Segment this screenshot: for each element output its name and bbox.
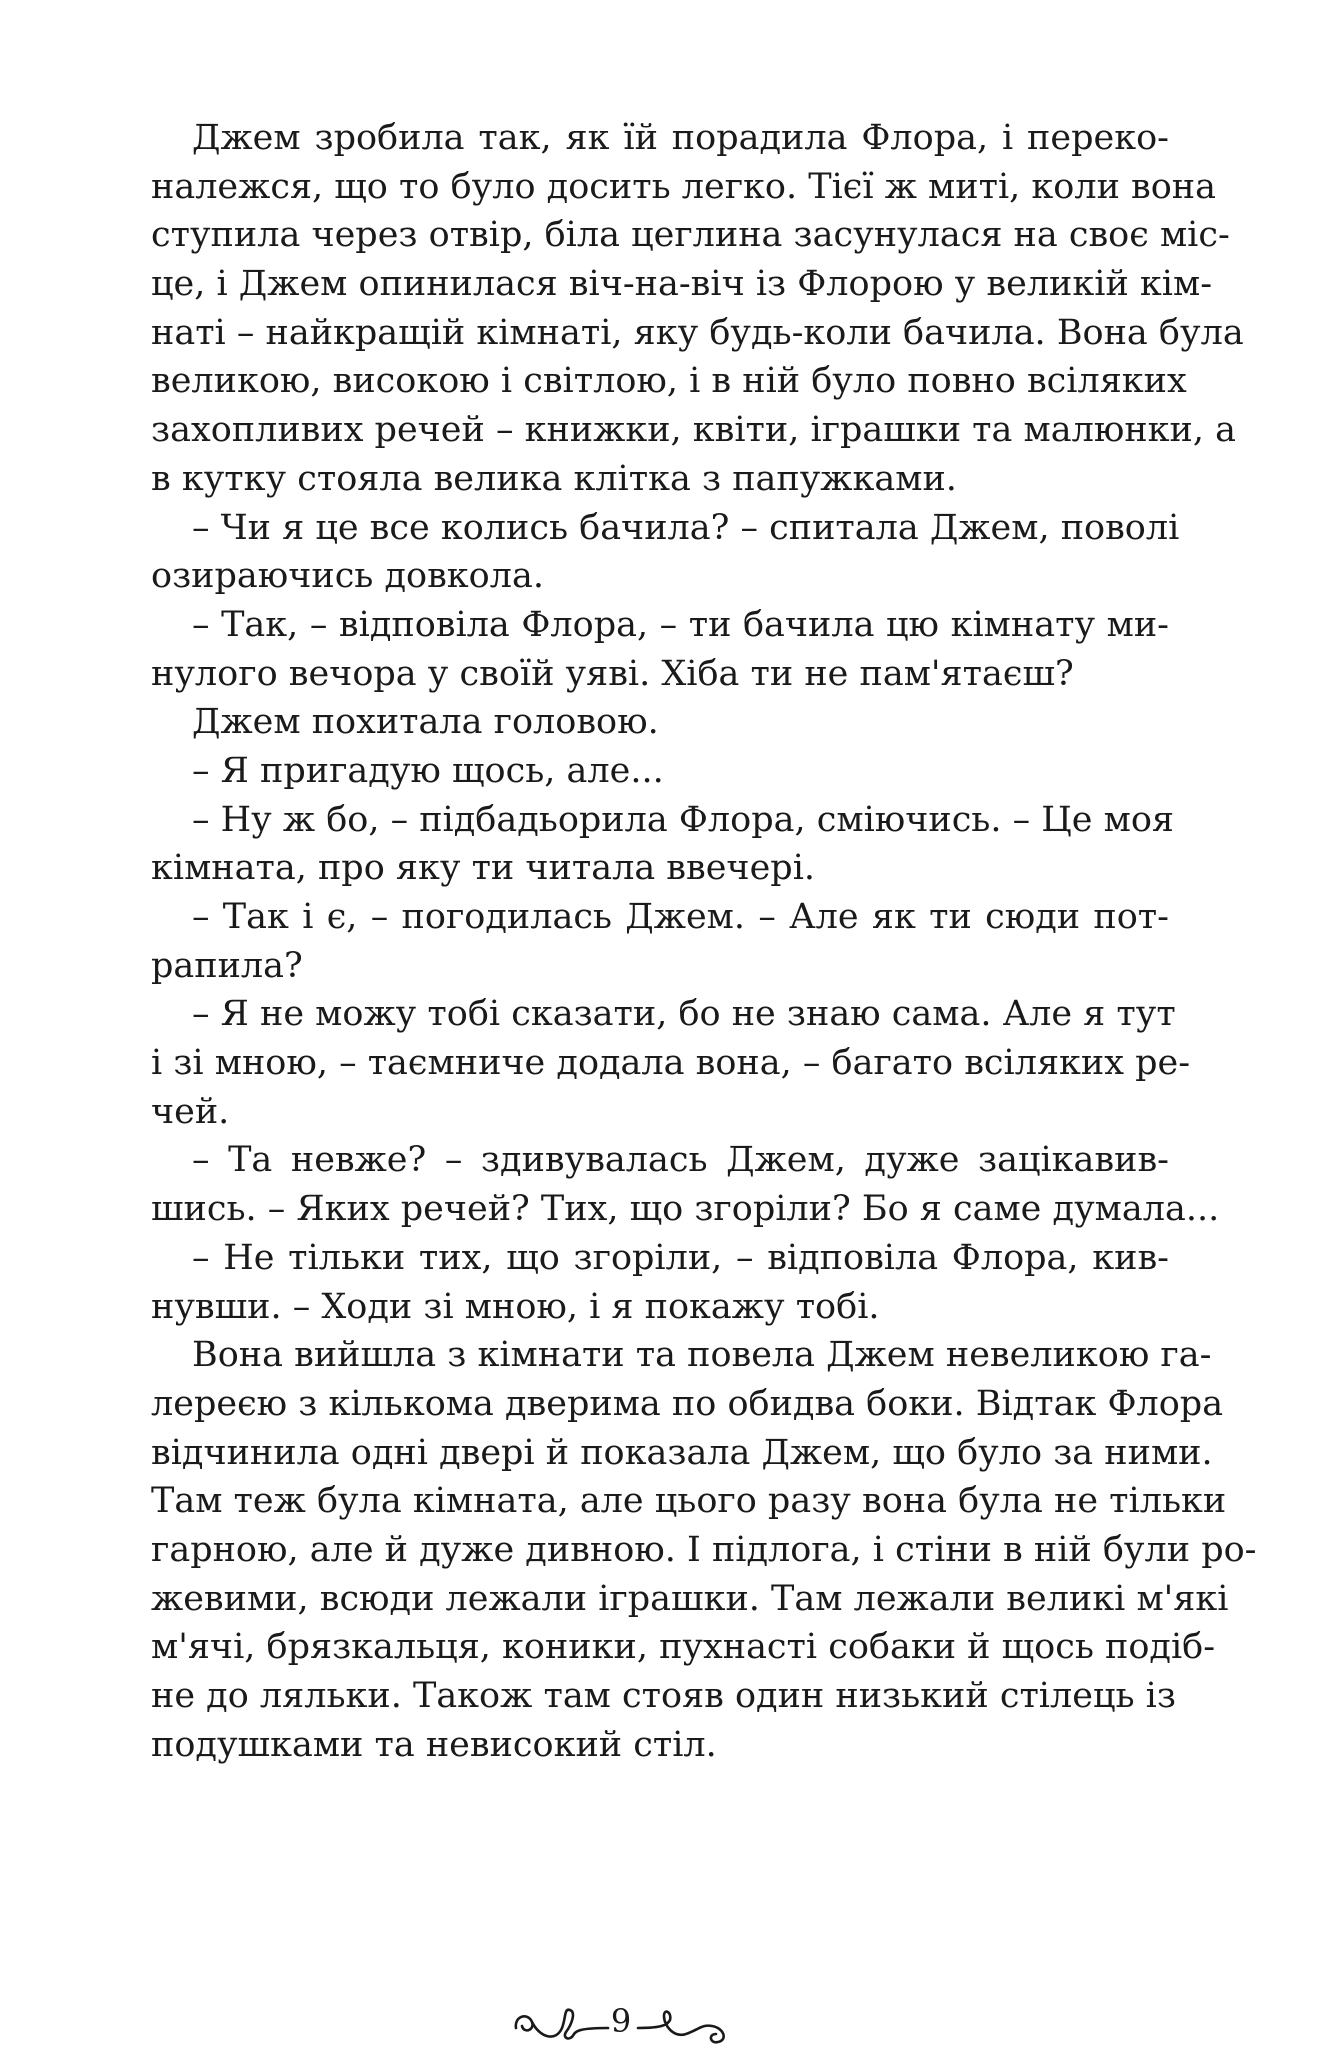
text-line: Там теж була кімната, але цього разу вона була не тільки [151,1481,1227,1522]
text-line: – Так, – відповіла Флора, – ти бачила цю кімнату ми- [192,604,1169,645]
text-line: – Не тільки тих, що згоріли, – відповіла Флора, кив- [192,1237,1169,1278]
text-line: – Ну ж бо, – підбадьорила Флора, сміючись. – Це моя [192,799,1174,840]
text-line: це, і Джем опинилася віч-на-віч із Флорою у великій кім- [151,264,1213,305]
text-line: Джем зробила так, як їй порадила Флора, і переко- [192,118,1169,158]
text-line: – Я не можу тобі сказати, бо не знаю сама. Але я тут [192,994,1176,1035]
text-line: Вона вийшла з кімнати та повела Джем невеликою га- [192,1335,1212,1376]
text-line: – Так і є, – погодилась Джем. – Але як ти сюди пот- [192,897,1169,937]
text-line: м'ячі, брязкальця, коники, пухнасті собаки й щось подіб- [151,1627,1216,1668]
text-line: в кутку стояла велика клітка з папужками. [151,458,957,499]
text-line: відчинила одні двері й показала Джем, що було за ними. [151,1432,1213,1473]
text-line: жевими, всюди лежали іграшки. Там лежали великі м'які [151,1578,1229,1619]
text-line: подушками та невисокий стіл. [151,1724,717,1765]
text-line: належся, що то було досить легко. Тієї ж миті, коли вона [151,166,1216,207]
text-line: і зі мною, – таємниче додала вона, – багато всіляких ре- [151,1043,1191,1084]
text-line: наті – найкращій кімнаті, яку будь-коли бачила. Вона була [151,312,1244,353]
flourish-left-icon [510,1998,610,2048]
body-text [151,114,1257,1769]
text-line: нулого вечора у своїй уяві. Хіба ти не пам'ятаєш? [151,653,1074,694]
text-line: – Я пригадую щось, але... [192,750,664,791]
text-line: кімната, про яку ти читала ввечері. [151,848,816,889]
page-number: 9 [610,2002,632,2040]
text-line: чей. [151,1091,230,1132]
text-line: гарною, але й дуже дивною. І підлога, і стіни в ній були ро- [151,1529,1257,1570]
text-line: не до ляльки. Також там стояв один низький стілець із [151,1676,1176,1716]
text-line: лереєю з кількома дверима по обидва боки. Відтак Флора [151,1383,1224,1424]
text-line: рапила? [151,945,303,986]
text-line: – Чи я це все колись бачила? – спитала Джем, поволі [192,507,1180,548]
text-line: озираючись довкола. [151,556,544,597]
text-line: шись. – Яких речей? Тих, що згоріли? Бо я саме думала... [151,1189,1220,1230]
text-line: Джем похитала головою. [192,702,659,743]
text-line: – Та невже? – здивувалась Джем, дуже зацікавив- [192,1140,1169,1181]
flourish-right-icon [636,1998,736,2048]
folio [510,1998,730,2068]
text-line: ступила через отвір, біла цеглина засунулася на своє міс- [151,215,1230,256]
text-line: великою, високою і світлою, і в ній було повно всіляких [151,361,1187,402]
text-line: захопливих речей – книжки, квіти, іграшки та малюнки, а [151,410,1236,451]
text-line: нувши. – Ходи зі мною, і я покажу тобі. [151,1286,880,1327]
